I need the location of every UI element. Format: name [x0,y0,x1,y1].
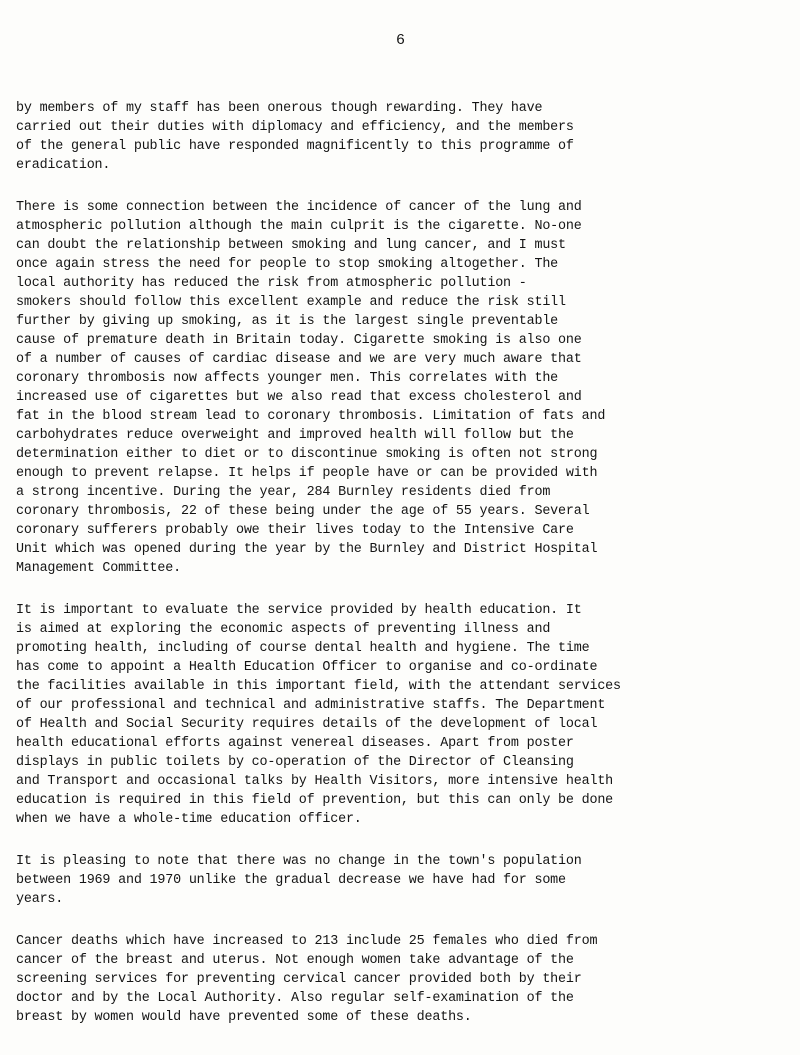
paragraph [16,198,796,578]
text-line: doctor and by the Local Authority. Also regular self-examination of the [16,991,574,1006]
text-line: when we have a whole-time education officer. [16,812,362,827]
text-line: cause of premature death in Britain today. Cigarette smoking is also one [16,333,582,348]
document-body [16,99,796,1050]
text-line: of Health and Social Security requires details of the development of local [16,717,598,732]
text-line: a strong incentive. During the year, 284 Burnley residents died from [16,485,551,500]
paragraph [16,99,796,175]
text-line: can doubt the relationship between smoking and lung cancer, and I must [16,238,566,253]
text-line: coronary thrombosis now affects younger men. This correlates with the [16,371,559,386]
text-line: cancer of the breast and uterus. Not enough women take advantage of the [16,953,574,968]
text-line: education is required in this field of prevention, but this can only be done [16,793,614,808]
text-line: further by giving up smoking, as it is the largest single preventable [16,314,559,329]
text-line: Unit which was opened during the year by the Burnley and District Hospital [16,542,598,557]
text-line: displays in public toilets by co-operation of the Director of Cleansing [16,755,574,770]
text-line: carbohydrates reduce overweight and improved health will follow but the [16,428,574,443]
text-line: breast by women would have prevented some of these deaths. [16,1010,472,1025]
text-line: It is pleasing to note that there was no change in the town's population [16,854,582,869]
text-line: of a number of causes of cardiac disease and we are very much aware that [16,352,582,367]
text-line: has come to appoint a Health Education Officer to organise and co-ordinate [16,660,598,675]
text-line: There is some connection between the incidence of cancer of the lung and [16,200,582,215]
text-line: coronary sufferers probably owe their lives today to the Intensive Care [16,523,574,538]
text-line: local authority has reduced the risk from atmospheric pollution - [16,276,527,291]
text-line: smokers should follow this excellent example and reduce the risk still [16,295,566,310]
text-line: coronary thrombosis, 22 of these being under the age of 55 years. Several [16,504,590,519]
text-line: of our professional and technical and administrative staffs. The Department [16,698,606,713]
text-line: screening services for preventing cervical cancer provided both by their [16,972,582,987]
paragraph [16,852,796,909]
text-line: enough to prevent relapse. It helps if people have or can be provided with [16,466,598,481]
text-line: Management Committee. [16,561,181,576]
text-line: the facilities available in this important field, with the attendant services [16,679,621,694]
text-line: and Transport and occasional talks by Health Visitors, more intensive health [16,774,614,789]
text-line: years. [16,892,64,907]
text-line: promoting health, including of course dental health and hygiene. The time [16,641,590,656]
text-line: determination either to diet or to discontinue smoking is often not strong [16,447,598,462]
text-line: carried out their duties with diplomacy and efficiency, and the members [16,120,574,135]
text-line: Cancer deaths which have increased to 213 include 25 females who died from [16,934,598,949]
text-line: fat in the blood stream lead to coronary thrombosis. Limitation of fats and [16,409,606,424]
text-line: once again stress the need for people to stop smoking altogether. The [16,257,559,272]
text-line: eradication. [16,158,111,173]
text-line: by members of my staff has been onerous though rewarding. They have [16,101,543,116]
text-line: increased use of cigarettes but we also read that excess cholesterol and [16,390,582,405]
text-line: between 1969 and 1970 unlike the gradual decrease we have had for some [16,873,566,888]
text-line: It is important to evaluate the service provided by health education. It [16,603,582,618]
paragraph [16,932,796,1027]
paragraph [16,601,796,829]
text-line: is aimed at exploring the economic aspects of preventing illness and [16,622,551,637]
text-line: of the general public have responded magnificently to this programme of [16,139,574,154]
page-number: 6 [396,32,406,49]
text-line: atmospheric pollution although the main culprit is the cigarette. No-one [16,219,582,234]
text-line: health educational efforts against venereal diseases. Apart from poster [16,736,574,751]
